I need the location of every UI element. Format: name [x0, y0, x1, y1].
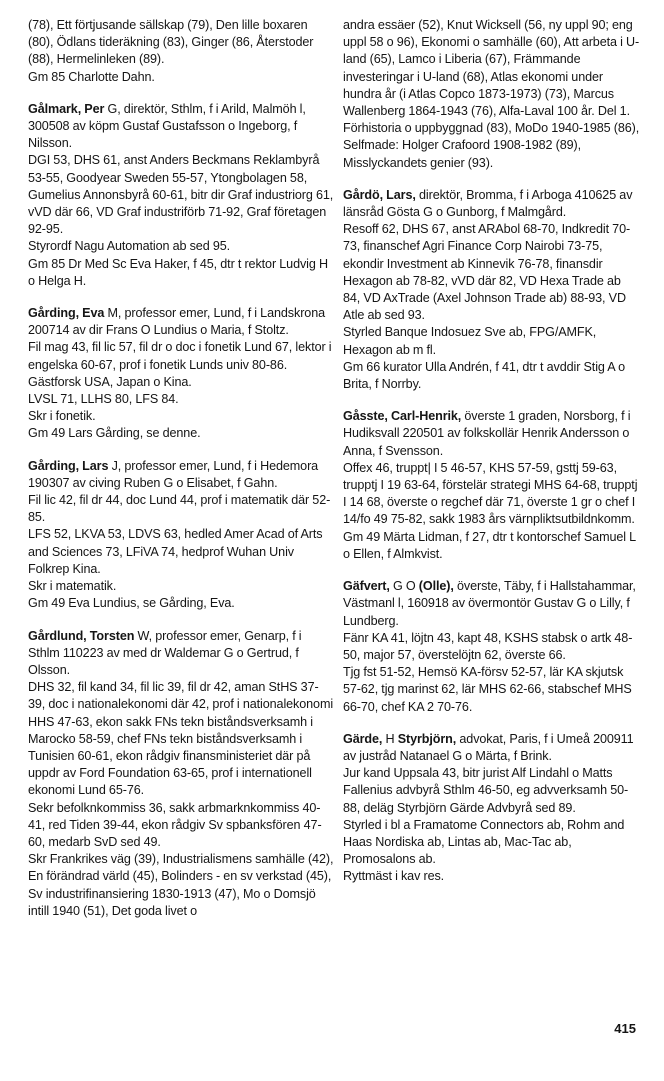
continuation-text	[28, 17, 334, 86]
entry-intro: överste 1 graden, Norsborg, f i Hudiksvall 220501 av folkskollär Henrik Andersson o Anna, f Svensson.	[343, 409, 631, 458]
paragraph: Gm 66 kurator Ulla Andrén, f 41, dtr t avddir Stig A o Brita, f Norrby.	[343, 359, 626, 392]
entry-intro: J, professor emer, Lund, f i Hedemora 190307 av civing Ruben G o Elisabet, f Gahn.	[28, 458, 319, 490]
entry-headword: Gårding, Eva	[28, 306, 105, 321]
entry-headword: Gäfvert,	[343, 579, 390, 594]
left-column	[28, 17, 334, 935]
entry-headword: Gårdö, Lars,	[343, 187, 416, 202]
entry-headword: Gärde,	[343, 731, 383, 746]
paragraph: (78), Ett förtjusande sällskap (79), Den lille boxaren (80), Ödlans tideräkning (83), Ginger (86, Återstoder (88), Hermelinleken (89).	[28, 18, 314, 67]
entry-intro: M, professor emer, Lund, f i Landskrona 200714 av dir Frans O Lundius o Maria, f Stoltz.	[28, 306, 326, 338]
entry-intro: W, professor emer, Genarp, f i Sthlm 110223 av med dr Waldemar G o Gertrud, f Olsson.	[28, 628, 302, 677]
paragraph: Skr i fonetik.	[28, 409, 96, 424]
continuation-text	[343, 17, 641, 172]
biography-entry	[343, 187, 641, 393]
paragraph: LFS 52, LKVA 53, LDVS 63, hedled Amer Acad of Arts and Sciences 73, LFiVA 74, hedprof Wuhan Univ Folkrep Kina.	[28, 527, 323, 576]
entry-intro: direktör, Bromma, f i Arboga 410625 av länsråd Gösta G o Gunborg, f Malmgård.	[343, 187, 633, 220]
entry-intro: G, direktör, Sthlm, f i Arild, Malmöh l, 300508 av köpm Gustaf Gustafsson o Ingeborg, f Nilsson.	[28, 101, 306, 151]
page-number: 415	[614, 1021, 636, 1036]
entry-lead	[28, 305, 334, 339]
paragraph: Gm 85 Dr Med Sc Eva Haker, f 45, dtr t rektor Ludvig H o Helga H.	[28, 256, 328, 288]
paragraph: Gm 49 Lars Gårding, se denne.	[28, 426, 201, 441]
paragraph: andra essäer (52), Knut Wicksell (56, ny uppl 90; eng uppl 58 o 96), Ekonomi o samhälle (60), Att arbeta i U-land (65), Lamco i Liberia (67), Främmande investeringar i U-land (68), Atlas ekonomi under hundra år (i Atlas Copco 1873-1973) (73), Marcus Wallenberg 1864-1943 (76), Alfa-Laval 100 år. Del 1. Förhistoria o uppbyggnad (83), MoDo 1940-1985 (86), Selfmade: Holger Crafoord 1908-1982 (89), Misslyckandets genier (93).	[343, 18, 640, 170]
right-column	[343, 17, 641, 901]
entry-headword: Gåsste, Carl-Henrik,	[343, 409, 462, 424]
paragraph: Ryttmäst i kav res.	[343, 869, 445, 884]
biography-entry	[28, 101, 334, 290]
paragraph: Styrled i bl a Framatome Connectors ab, Rohm and Haas Nordiska ab, Lintas ab, Mac-Tac ab, Promosalons ab.	[343, 817, 625, 867]
entry-intro: G O	[389, 579, 419, 594]
paragraph: DHS 32, fil kand 34, fil lic 39, fil dr 42, aman StHS 37-39, doc i nationalekonomi där 42, prof i nationalekonomi HHS 47-63, ekon sakk FNs tekn biståndsverksamh i Marocko 58-59, chef FNs tekn biståndsverksamh i Tunisien 60-61, ekon rådgiv finansministeriet där på uppdr av Ford Foundation 63-65, prof i internationell ekonomi Lund 65-76.	[28, 680, 334, 798]
paragraph: Fil mag 43, fil lic 57, fil dr o doc i fonetik Lund 67, lektor i engelska 60-67, prof i fonetik Lunds univ 80-86.	[28, 340, 332, 372]
paragraph: Gästforsk USA, Japan o Kina.	[28, 374, 192, 389]
biography-entry	[343, 578, 641, 716]
entry-lead	[343, 578, 641, 630]
entry-headword: Gålmark, Per	[28, 101, 105, 116]
entry-bold-name: Styrbjörn,	[397, 731, 457, 746]
biography-entry	[343, 731, 641, 886]
paragraph: LVSL 71, LLHS 80, LFS 84.	[28, 392, 179, 407]
entry-headword: Gårdlund, Torsten	[28, 628, 135, 643]
entry-intro-rest: advokat, Paris, f i Umeå 200911 av justråd Natanael G o Märta, f Brink.	[343, 731, 634, 763]
paragraph: Skr Frankrikes väg (39), Industrialismens samhälle (42), En förändrad värld (45), Bolinders - en sv verkstad (45), Sv industrifinansiering 1830-1913 (47), Mo o Domsjö intill 1940 (51), Det goda livet o	[28, 852, 334, 918]
paragraph: Skr i matematik.	[28, 579, 117, 594]
entry-lead	[28, 628, 334, 680]
paragraph: Gm 49 Eva Lundius, se Gårding, Eva.	[28, 596, 235, 611]
paragraph: DGI 53, DHS 61, anst Anders Beckmans Reklambyrå 53-55, Goodyear Sweden 55-57, Ytongbolagen 58, Gumelius Annonsbyrå 60-61, bitr dir Graf industriorg 61, vVD där 66, VD Graf industriförb 71-92, Graf företagen 92-95.	[28, 153, 334, 237]
biography-entry	[28, 305, 334, 443]
paragraph: Fänr KA 41, löjtn 43, kapt 48, KSHS stabsk o artk 48-50, major 57, överstelöjtn 62, överste 66.	[343, 630, 633, 662]
entry-headword: Gårding, Lars	[28, 458, 109, 473]
paragraph: Fil lic 42, fil dr 44, doc Lund 44, prof i matematik där 52-85.	[28, 493, 331, 525]
entry-lead	[343, 408, 641, 460]
entry-lead	[28, 458, 334, 492]
paragraph: Sekr befolknkommiss 36, sakk arbmarknkommiss 40-41, red Tiden 39-44, ekon rådgiv Sv spbanksfören 47-60, medarb SvD sed 49.	[28, 800, 322, 849]
paragraph: Resoff 62, DHS 67, anst ARAbol 68-70, Indkredit 70-73, finanschef Agri Finance Corp Nairobi 73-75, ekondir Investment ab Kinnevik 76-78, finansdir Hexagon ab 78-82, vVD där 82, VD Hexa Trade ab 84, VD AxTrade (Axel Johnson Trade ab) 88-93, VD Atle ab sed 93.	[343, 222, 631, 323]
entry-lead	[343, 731, 641, 765]
biography-entry	[28, 458, 334, 613]
entry-lead	[28, 101, 334, 153]
paragraph: Offex 46, truppt| I 5 46-57, KHS 57-59, gsttj 59-63, trupptj I 19 63-64, förstelär strategi MHS 64-68, trupptj I 14 68, överste o regchef där 71, överste 1 gr o chef I 14/fo 49 75-82, sakk 1983 års värnpliktsutbildnkomm.	[343, 460, 638, 527]
entry-lead	[343, 187, 641, 221]
paragraph: Tjg fst 51-52, Hemsö KA-försv 52-57, lär KA skjutsk 57-62, tjg marinst 62, lär MHS 62-66, stabschef MHS 66-70, chef KA 2 70-76.	[343, 665, 632, 714]
paragraph: Gm 85 Charlotte Dahn.	[28, 69, 155, 84]
entry-intro: H	[382, 731, 398, 746]
biography-entry	[28, 628, 334, 920]
biography-entry	[343, 408, 641, 563]
paragraph: Gm 49 Märta Lidman, f 27, dtr t kontorschef Samuel L o Ellen, f Almkvist.	[343, 529, 636, 561]
paragraph: Jur kand Uppsala 43, bitr jurist Alf Lindahl o Matts Fallenius advbyrå Sthlm 46-50, eg advverksamh 50-88, deläg Styrbjörn Gärde Advbyrå sed 89.	[343, 766, 629, 815]
entry-bold-name: (Olle),	[418, 579, 454, 594]
entry-intro-rest: överste, Täby, f i Hallstahammar, Västmanl l, 160918 av övermontör Gustav G o Lilly, f Lundberg.	[343, 579, 636, 628]
paragraph: Styrled Banque Indosuez Sve ab, FPG/AMFK, Hexagon ab m fl.	[343, 325, 597, 357]
paragraph: Styrordf Nagu Automation ab sed 95.	[28, 239, 231, 254]
